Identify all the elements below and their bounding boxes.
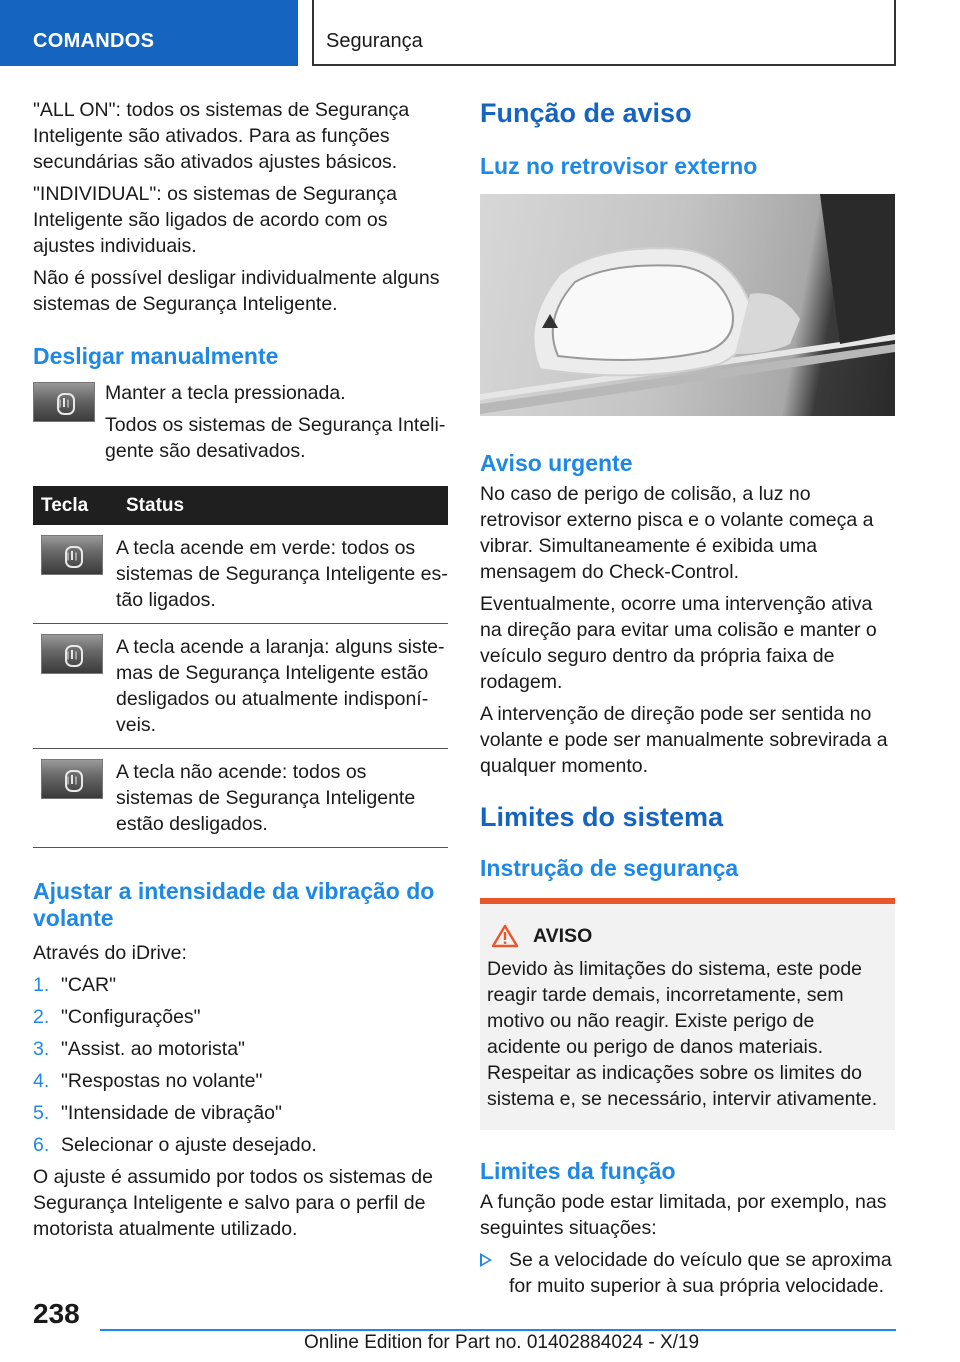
list-item: 6. Selecionar o ajuste desejado. — [33, 1134, 317, 1156]
table-cell-key — [33, 624, 116, 749]
key-status-table — [33, 486, 448, 848]
table-row — [33, 624, 448, 749]
heading-manual-off: Desligar manualmente — [33, 343, 279, 369]
table-cell-key — [33, 525, 116, 624]
mirror-illustration — [480, 194, 895, 416]
bullet-triangle-icon — [480, 1253, 492, 1267]
safety-key-off-icon — [41, 759, 103, 799]
steps-list — [33, 972, 448, 1158]
table-row — [33, 525, 448, 624]
table-header-row — [33, 486, 448, 525]
heading-system-limits: Limites do sistema — [480, 802, 724, 832]
manual-off-block — [33, 380, 448, 464]
warning-triangle-icon — [491, 924, 519, 948]
table-cell-key — [33, 749, 116, 848]
paragraph-individual: "INDIVIDUAL": os sistemas de Segurança Inteligente são ligados de acordo com os ajustes individuais. — [33, 183, 397, 257]
heading-vibration: Ajustar a intensidade da vibração do volante — [33, 878, 435, 931]
list-item: 3. "Assist. ao motorista" — [33, 1038, 245, 1060]
footer-divider — [100, 1329, 896, 1331]
manual-instruction: Manter a tecla pressionada. — [105, 382, 346, 404]
list-item: 1. "CAR" — [33, 974, 117, 996]
section-tab: COMANDOS — [0, 0, 298, 66]
list-item: Se a velocidade do veículo que se aproxima for muito superior à sua própria velocidade. — [480, 1247, 895, 1299]
manual-result: Todos os sistemas de Segurança Inteligente são desativados. — [105, 414, 446, 462]
heading-urgent-warning: Aviso urgente — [480, 450, 633, 476]
table-header-key: Tecla — [41, 494, 89, 516]
chapter-title: Segurança — [312, 0, 896, 66]
paragraph-urgent-1: No caso de perigo de colisão, a luz no retrovisor externo pisca e o volante começa a vibrar. Simultaneamente é exibida uma mensagem do Check-Control. — [480, 483, 874, 583]
limits-list — [480, 1247, 895, 1299]
heading-mirror-light: Luz no retrovisor externo — [480, 153, 758, 179]
table-cell-status: A tecla acende em verde: todos os sistemas de Segurança Inteligente estão ligados. — [116, 525, 448, 624]
heading-safety-instruction: Instrução de segurança — [480, 855, 739, 881]
list-item: 2. "Configurações" — [33, 1006, 201, 1028]
right-column — [480, 97, 895, 1299]
heading-warning-function: Função de aviso — [480, 98, 692, 128]
paragraph-urgent-3: A intervenção de direção pode ser sentida no volante e pode ser manualmente sobrevirada a qualquer momento. — [480, 703, 888, 777]
table-cell-status: A tecla não acende: todos os sistemas de Segurança Inteligente estão desligados. — [116, 749, 448, 848]
table-header-status: Status — [126, 494, 185, 516]
safety-key-orange-icon — [41, 634, 103, 674]
paragraph-all-on: "ALL ON": todos os sistemas de Segurança Inteligente são ativados. Para as funções secundárias são ativados ajustes básicos. — [33, 99, 410, 173]
warning-box — [480, 898, 895, 1130]
side-mirror-image — [480, 194, 895, 416]
safety-key-icon — [33, 382, 95, 422]
paragraph-idrive: Através do iDrive: — [33, 942, 187, 964]
page-number: 238 — [33, 1298, 80, 1329]
paragraph-final: O ajuste é assumido por todos os sistemas de Segurança Inteligente e salvo para o perfil de motorista atualmente utilizado. — [33, 1166, 433, 1240]
paragraph-function-limits: A função pode estar limitada, por exemplo, nas seguintes situações: — [480, 1191, 887, 1239]
list-item: 4. "Respostas no volante" — [33, 1070, 263, 1092]
footer-edition: Online Edition for Part no. 01402884024 - X/19 — [304, 1332, 700, 1353]
paragraph-not-possible: Não é possível desligar individualmente alguns sistemas de Segurança Inteligente. — [33, 267, 440, 315]
warning-title-row — [487, 924, 888, 948]
page-header — [0, 0, 960, 66]
table-row — [33, 749, 448, 848]
warning-text: Devido às limitações do sistema, este pode reagir tarde demais, incorretamente, sem motivo ou não reagir. Existe perigo de acidente ou perigo de danos materiais. Respeitar as indicações sobre os limites do sistema e, se necessário, intervir ativamente. — [487, 958, 878, 1110]
warning-title: AVISO — [533, 924, 593, 947]
table-cell-status: A tecla acende a laranja: alguns sistemas de Segurança Inteligente estão desligados ou atualmente indisponíveis. — [116, 624, 448, 749]
left-column — [33, 97, 448, 1248]
safety-key-green-icon — [41, 535, 103, 575]
list-item: 5. "Intensidade de vibração" — [33, 1102, 282, 1124]
heading-function-limits: Limites da função — [480, 1158, 676, 1184]
paragraph-urgent-2: Eventualmente, ocorre uma intervenção ativa na direção para evitar uma colisão e manter o veículo seguro dentro da própria faixa de rodagem. — [480, 593, 877, 693]
